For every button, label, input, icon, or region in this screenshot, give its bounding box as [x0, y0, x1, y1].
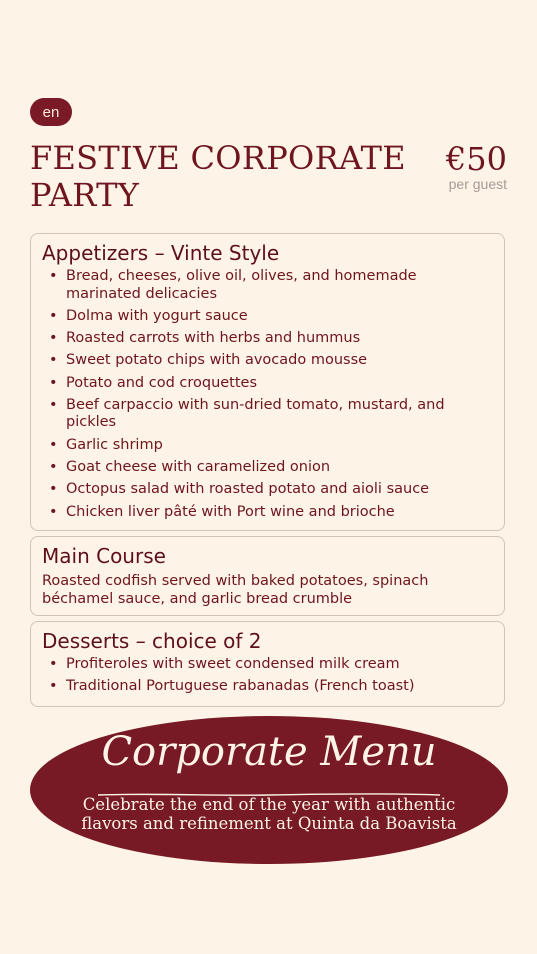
banner-subtitle-line1: Celebrate the end of the year with authentic [82, 795, 456, 814]
price-note: per guest [448, 176, 507, 192]
list-item: • Profiteroles with sweet condensed milk cream [42, 656, 493, 674]
desserts-heading: Desserts – choice of 2 [42, 629, 262, 653]
main-course-card [30, 536, 505, 616]
desserts-card [30, 621, 505, 707]
language-badge[interactable]: en [30, 98, 72, 126]
price-block [446, 140, 507, 192]
list-item: • Garlic shrimp [42, 437, 493, 455]
list-item: • Beef carpaccio with sun-dried tomato, mustard, and pickles [42, 397, 493, 432]
list-item: • Octopus salad with roasted potato and aioli sauce [42, 481, 493, 499]
list-item: • Chicken liver pâté with Port wine and brioche [42, 504, 493, 522]
appetizers-heading: Appetizers – Vinte Style [42, 241, 280, 265]
list-item: • Traditional Portuguese rabanadas (French toast) [42, 678, 493, 696]
desserts-list [42, 656, 493, 696]
appetizers-card [30, 233, 505, 531]
list-item: • Roasted carrots with herbs and hummus [42, 330, 493, 348]
main-course-text: Roasted codfish served with baked potatoes, spinach béchamel sauce, and garlic bread crumble [42, 573, 429, 607]
list-item: • Goat cheese with caramelized onion [42, 459, 493, 477]
list-item: • Dolma with yogurt sauce [42, 308, 493, 326]
list-item: • Sweet potato chips with avocado mousse [42, 352, 493, 370]
banner-subtitle-line2: flavors and refinement at Quinta da Boavista [81, 814, 457, 833]
banner-subtitle [30, 795, 508, 833]
list-item: • Bread, cheeses, olive oil, olives, and homemade marinated delicacies [42, 268, 493, 303]
appetizers-list [42, 268, 493, 521]
list-item: • Potato and cod croquettes [42, 375, 493, 393]
main-course-heading: Main Course [42, 544, 166, 568]
page-title: FESTIVE CORPORATE PARTY [30, 139, 406, 214]
corporate-menu-banner [30, 716, 508, 864]
banner-title: Corporate Menu [101, 729, 437, 775]
price: €50 [445, 140, 507, 178]
